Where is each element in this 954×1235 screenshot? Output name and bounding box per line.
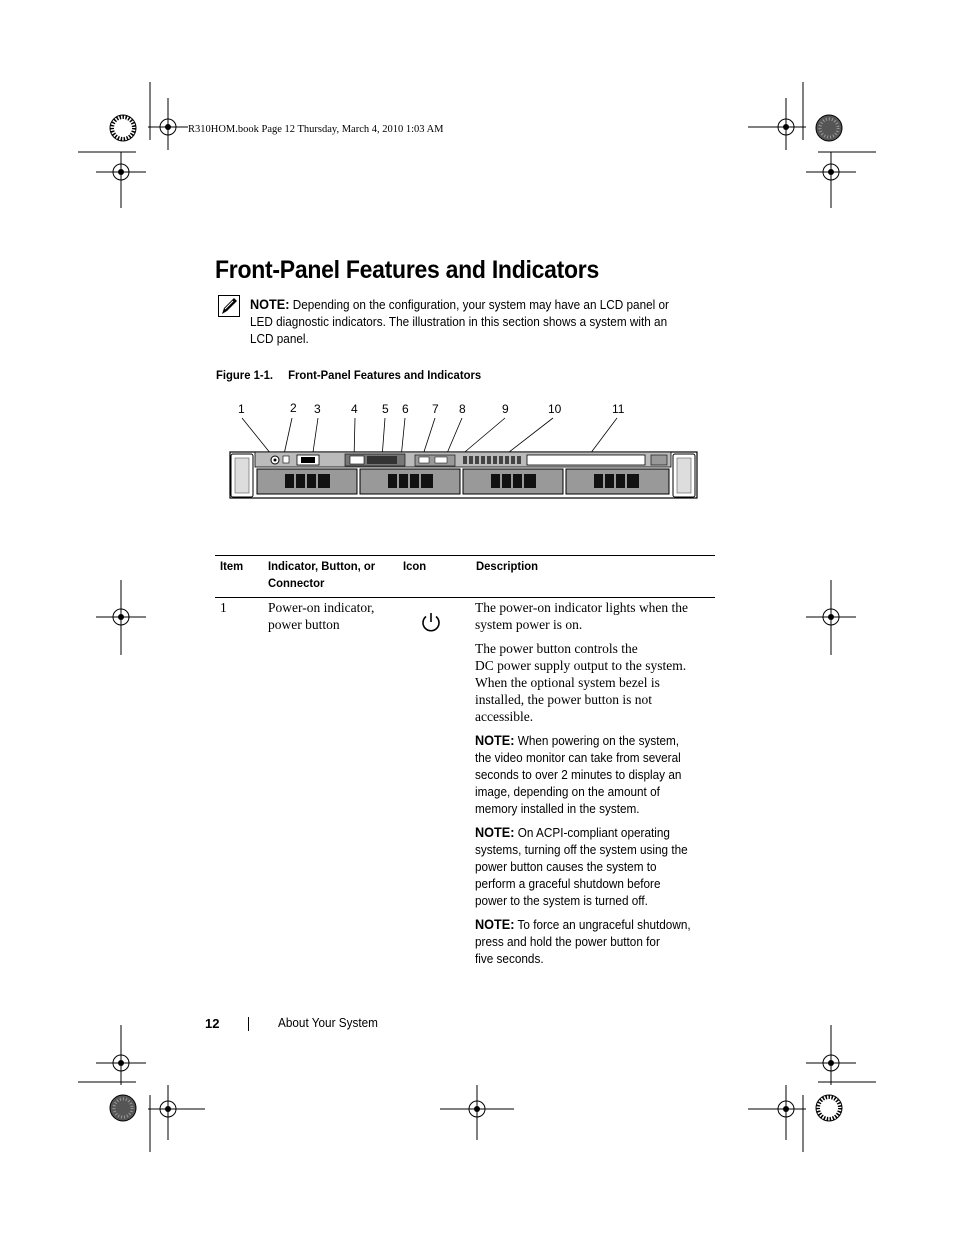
row1-desc-p1: The power-on indicator lights when the system power is on. [475,600,689,632]
col-header-description: Description [476,559,539,573]
col-header-item: Item [220,559,244,573]
page-title: Front-Panel Features and Indicators [215,256,599,284]
callout-8: 8 [459,402,466,416]
table-header-rule [215,597,715,598]
callout-3: 3 [314,402,321,416]
note [250,296,692,348]
row1-note-3: NOTE: To force an ungraceful shutdown, press and hold the power button for five seconds. [475,917,691,966]
callout-5: 5 [382,402,389,416]
callout-1: 1 [238,402,245,416]
callout-7: 7 [432,402,439,416]
note-pencil-icon [218,295,240,317]
row1-item: 1 [220,600,227,615]
callout-11: 11 [612,402,625,416]
row1-note-1: NOTE: When powering on the system, the video monitor can take from several seconds to over 2 minutes to display an image, depending on the amount of memory installed in the system. [475,733,682,816]
footer-separator [248,1017,249,1031]
page-number: 12 [205,1016,220,1031]
callout-4: 4 [351,402,358,416]
figure-number: Figure 1-1. [216,368,274,382]
note-label: NOTE: [250,297,290,312]
power-icon [420,611,442,633]
print-header: R310HOM.book Page 12 Thursday, March 4, 2010 1:03 AM [188,124,444,135]
row1-name: Power-on indicator, power button [268,600,375,632]
table-top-rule [215,555,715,556]
callout-10: 10 [548,402,562,416]
col-header-indicator: Indicator, Button, or Connector [268,559,376,590]
figure-caption [216,368,481,382]
footer-section: About Your System [278,1016,378,1030]
row1-desc-p2: The power button controls the DC power supply output to the system. When the optional system bezel is installed, the power button is not accessible. [475,641,687,724]
callout-9: 9 [502,402,509,416]
col-header-icon: Icon [403,559,427,573]
front-panel-illustration [215,398,715,510]
note-text: Depending on the configuration, your system may have an LCD panel or LED diagnostic indicators. The illustration in this section shows a system with an LCD panel. [250,298,669,346]
row1-note-2: NOTE: On ACPI-compliant operating systems, turning off the system using the power button causes the system to perform a graceful shutdown before power to the system is turned off. [475,825,688,908]
callout-6: 6 [402,402,409,416]
callout-2: 2 [290,401,297,415]
figure-caption-text: Front-Panel Features and Indicators [288,368,482,382]
